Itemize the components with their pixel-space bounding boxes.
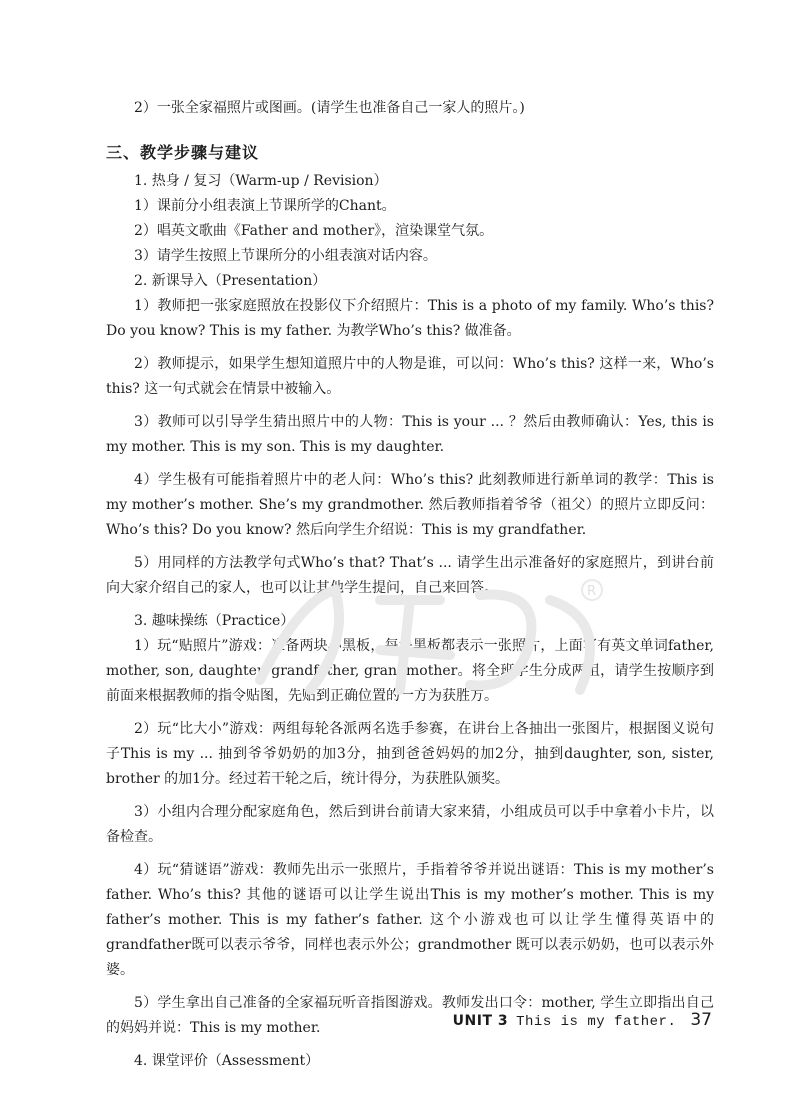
list-item: 5）用同样的方法教学句式Who’s that? That’s ... 请学生出示准备好的家庭照片，到讲台前向大家介绍自己的家人，也可以让其他学生提问，自己来回答。 <box>106 555 714 596</box>
list-item: 3）请学生按照上节课所分的小组表演对话内容。 <box>134 248 437 264</box>
page-content <box>106 96 714 1074</box>
list-item: 2）唱英文歌曲《Father and mother》，渲染课堂气氛。 <box>134 223 494 239</box>
step-heading-practice: 3. 趣味操练（Practice） <box>134 613 295 629</box>
step-heading-warmup: 1. 热身 / 复习（Warm-up / Revision） <box>134 173 388 189</box>
section-heading: 三、教学步骤与建议 <box>106 143 260 162</box>
list-item: 1）课前分小组表演上节课所学的Chant。 <box>134 198 396 214</box>
page-footer <box>453 1010 712 1030</box>
list-item: 4）玩“猜谜语”游戏：教师先出示一张照片，手指着爷爷并说出谜语：This is my mother’s father. Who’s this? 其他的谜语可以让学生说出This is my mother’s mother. This is my father’s mother. This is my father’s father. 这个小游戏也可以让学生懂得英语中的grandfather既可以表示爷爷，同样也表示外公；grandmother 既可以表示奶奶，也可以表示外婆。 <box>106 862 714 978</box>
page-number: 37 <box>690 1010 712 1030</box>
list-item: 4）学生极有可能指着照片中的老人问：Who’s this? 此刻教师进行新单词的教学：This is my mother’s mother. She’s my grandmother. 然后教师指着爷爷（祖父）的照片立即反问：Who’s this? Do you know? 然后向学生介绍说：This is my grandfather. <box>106 472 714 538</box>
list-item: 2）玩“比大小”游戏：两组每轮各派两名选手参赛，在讲台上各抽出一张图片，根据图义说句子This is my ... 抽到爷爷奶奶的加3分，抽到爸爸妈妈的加2分，抽到daughter, son, sister, brother 的加1分。经过若干轮之后，统计得分，为获胜队颁奖。 <box>106 721 714 787</box>
list-item: 2）教师提示，如果学生想知道照片中的人物是谁，可以问：Who’s this? 这样一来，Who’s this? 这一句式就会在情景中被输入。 <box>106 356 714 397</box>
step-heading-presentation: 2. 新课导入（Presentation） <box>134 273 327 289</box>
step-heading-assessment: 4. 课堂评价（Assessment） <box>134 1053 320 1069</box>
list-item: 5）学生拿出自己准备的全家福玩听音指图游戏。教师发出口令：mother, 学生立即指出自己的妈妈并说：This is my mother. <box>106 995 714 1036</box>
svg-text:R: R <box>587 584 597 599</box>
footer-unit: UNIT 3 <box>452 1013 509 1029</box>
list-item: 1）教师把一张家庭照放在投影仪下介绍照片：This is a photo of my family. Who’s this? Do you know? This is my father. 为教学Who’s this? 做准备。 <box>106 298 714 339</box>
material-item: 2）一张全家福照片或图画。(请学生也准备自己一家人的照片。) <box>134 100 525 116</box>
list-item: 1）玩“贴照片”游戏：准备两块小黑板，每块黑板都表示一张照片，上面写有英文单词father, mother, son, daughter, grandfather, grandmother。将全班学生分成两组，请学生按顺序到前面来根据教师的指令贴图，先贴到正确位置的一方为获胜方。 <box>106 638 714 704</box>
list-item: 3）小组内合理分配家庭角色，然后到讲台前请大家来猜，小组成员可以手中拿着小卡片，以备检查。 <box>106 804 714 845</box>
list-item: 3）教师可以引导学生猜出照片中的人物：This is your ... ？然后由教师确认：Yes, this is my mother. This is my son. This is my daughter. <box>106 414 714 455</box>
footer-title: This is my father. <box>516 1014 677 1030</box>
